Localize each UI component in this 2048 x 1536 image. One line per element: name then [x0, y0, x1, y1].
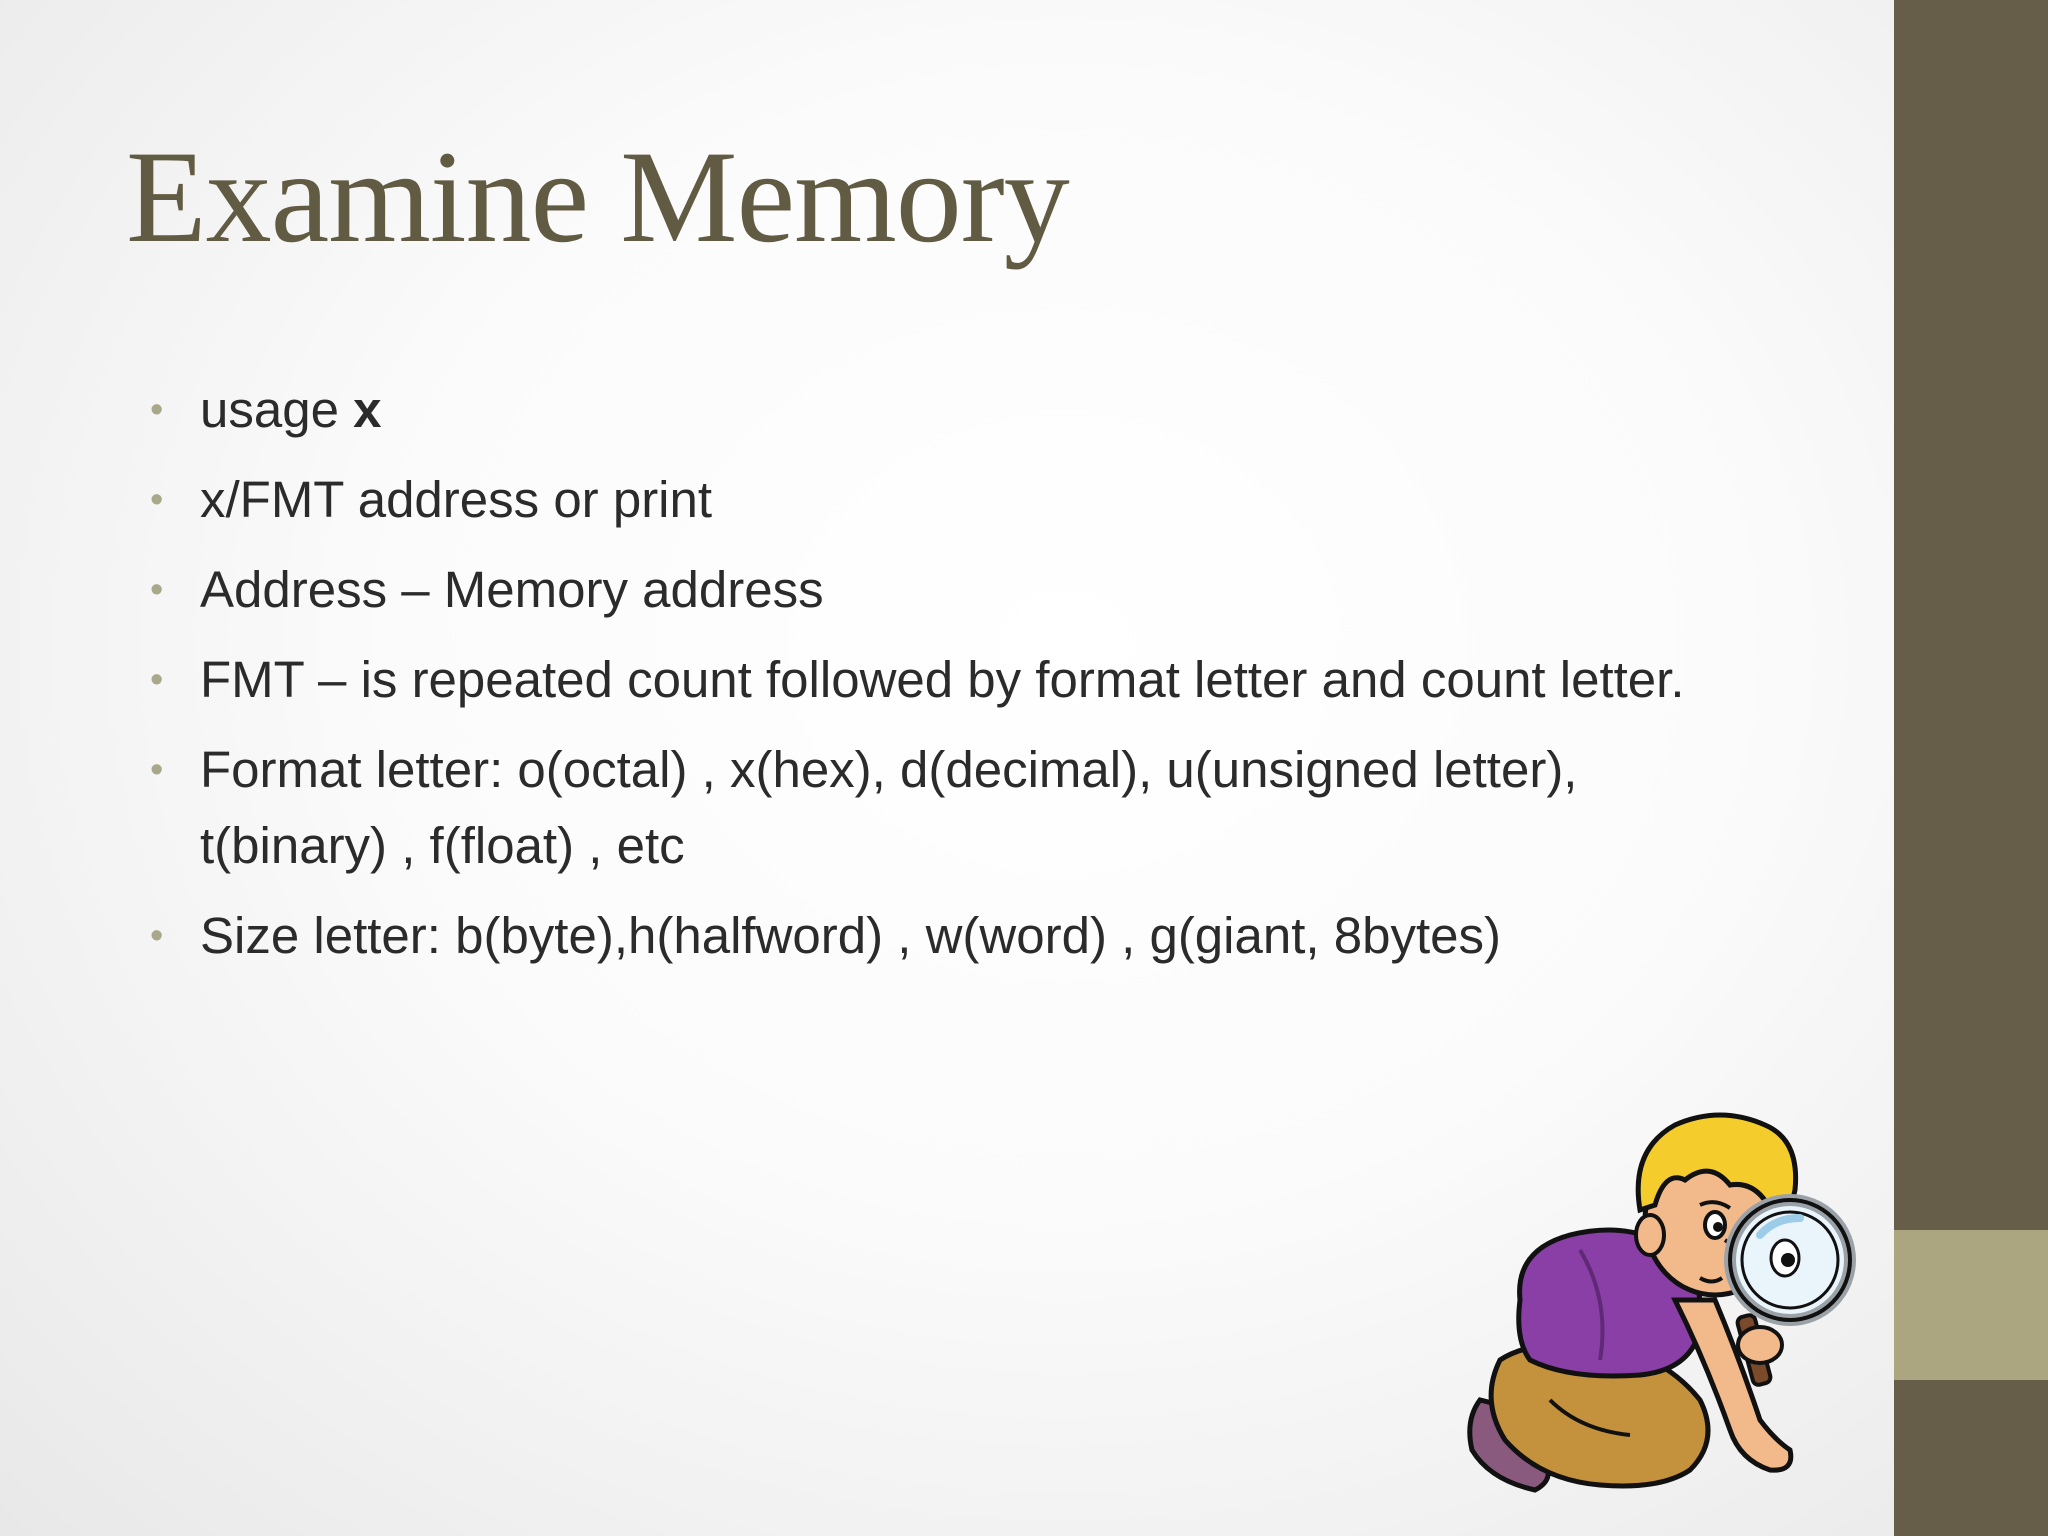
boy-magnifier-icon [1460, 1100, 1880, 1500]
bullet-dot-icon: • [150, 749, 164, 791]
bullet-keyword: x [353, 381, 382, 438]
bullet-item [150, 898, 1770, 974]
bullet-item [150, 552, 1770, 628]
bullet-item [150, 462, 1770, 538]
bullet-text: FMT – is repeated count followed by format letter and count letter. [200, 651, 1685, 708]
bullet-item [150, 732, 1770, 884]
slide-title: Examine Memory [126, 123, 1069, 270]
bullet-dot-icon: • [150, 915, 164, 957]
bullet-dot-icon: • [150, 389, 164, 431]
bullet-list [150, 372, 1770, 988]
bullet-dot-icon: • [150, 659, 164, 701]
bullet-text: Format letter: o(octal) , x(hex), d(decimal), u(unsigned letter), t(binary) , f(float) , etc [200, 741, 1578, 874]
bullet-dot-icon: • [150, 569, 164, 611]
bullet-text: Size letter: b(byte),h(halfword) , w(word) , g(giant, 8bytes) [200, 907, 1501, 964]
bullet-text: x/FMT address or print [200, 471, 713, 528]
bullet-item [150, 372, 1770, 448]
bullet-text: usage [200, 381, 354, 438]
bullet-dot-icon: • [150, 479, 164, 521]
bullet-text: Address – Memory address [200, 561, 824, 618]
bullet-item [150, 642, 1770, 718]
sidebar-accent-decoration [1894, 1230, 2048, 1380]
